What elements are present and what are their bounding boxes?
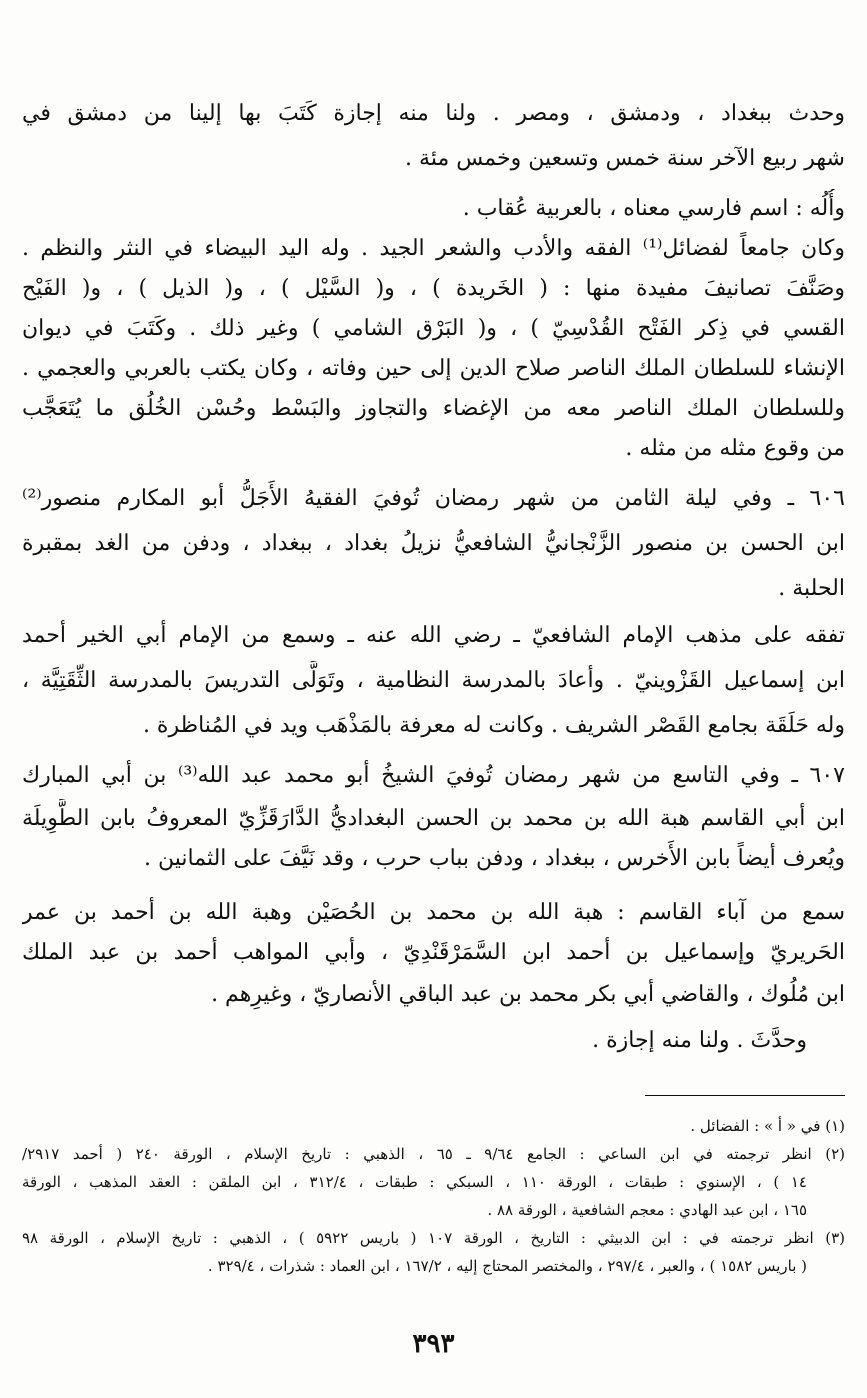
- body-line: ابن إسماعيل القَزْوينيّ . وأعادَ بالمدرسة النظامية ، وتَوَلَّى التدريسَ بالمدرسة الثِّقَتِيَّة ،: [22, 668, 845, 693]
- footnote-divider: [645, 1095, 845, 1096]
- body-line: ابن مُلُوك ، والقاضي أبي بكر محمد بن عبد الباقي الأنصاريّ ، وغيرِهم .: [211, 982, 845, 1007]
- body-line: وكان جامعاً لفضائل⁽¹⁾ الفقه والأدب والشعر الجيد . وله اليد البيضاء في النثر والنظم .: [22, 236, 845, 261]
- body-line: وللسلطان الملك الناصر معه من الإغضاء والتجاوز والبَسْط وحُسْن الخُلُق ما يُتَعَجَّب: [22, 396, 845, 421]
- footnote-line: ١٦٥ ، ابن عبد الهادي : معجم الشافعية ، الورقة ٨٨ .: [487, 1201, 807, 1219]
- body-line: من وقوع مثله من مثله .: [625, 436, 845, 461]
- body-line: القسي في ذِكر الفَتْح القُدْسِيّ ) ، و( البَرْق الشامي ) وغير ذلك . وكَتَبَ في ديوان: [22, 316, 845, 341]
- body-line: ابن الحسن بن منصور الزَّنْجانيُّ الشافعيُّ نزيلُ بغداد ، ببغداد ، ودفن من الغد بمقبرة: [22, 531, 845, 556]
- body-line: وصَنَّفَ تصانيفَ مفيدة منها : ( الخَريدة ) ، و( السَّيْل ) ، و( الذيل ) ، و( الفَيْح: [22, 276, 845, 301]
- body-line: شهر ربيع الآخر سنة خمس وتسعين وخمس مئة .: [405, 146, 845, 171]
- footnote-line: (٢) انظر ترجمته في ابن الساعي : الجامع ٩/٦٤ ـ ٦٥ ، الذهبي : تاريخ الإسلام ، الورقة ٢٤٠ ( أحمد ٢٩١٧/: [22, 1145, 845, 1163]
- body-line: وحدَّثَ . ولنا منه إجازة .: [592, 1028, 807, 1053]
- body-line: الحلبة .: [778, 576, 845, 601]
- body-line: ابن أبي القاسم هبة الله بن محمد بن الحسن البغداديُّ الدَّارَقَزِّيّ المعروفُ بابن الطَّوِيلَة: [22, 806, 845, 831]
- body-line: الحَريريّ وإسماعيل بن أحمد ابن السَّمَرْقَنْدِيّ ، وأبي المواهب أحمد بن عبد الملك: [22, 940, 845, 965]
- page-number: ٣٩٣: [412, 1329, 455, 1359]
- footnote-line: (٣) انظر ترجمته في : ابن الدبيثي : التاريخ ، الورقة ١٠٧ ( باريس ٥٩٢٢ ) ، الذهبي : تاريخ الإسلام ، الورقة ٩٨: [22, 1229, 845, 1247]
- entry-607-heading-line: ٦٠٧ ـ وفي التاسع من شهر رمضان تُوفيَ الشيخُ أبو محمد عبد الله⁽³⁾ بن أبي المبارك: [22, 763, 845, 788]
- footnote-line: (١) في « أ » : الفضائل .: [690, 1117, 845, 1135]
- body-line: وأُلُه : اسم فارسي معناه ، بالعربية عُقاب .: [462, 196, 845, 221]
- body-line: سمع من آباء القاسم : هبة الله بن محمد بن الحُصَيْن وهبة الله بن أحمد بن عمر: [22, 900, 845, 925]
- body-line: وله حَلَقَة بجامع القَصْر الشريف . وكانت له معرفة بالمَذْهَب ويد في المُناظرة .: [142, 713, 845, 738]
- footnote-line: ( باريس ١٥٨٢ ) ، والعبر ، ٢٩٧/٤ ، والمختصر المحتاج إليه ، ١٦٧/٢ ، ابن العماد : شذرات ، ٣٢٩/٤ .: [207, 1257, 807, 1275]
- body-line: ويُعرف أيضاً بابن الأَخرس ، ببغداد ، ودفن بباب حرب ، وقد نَيَّفَ على الثمانين .: [144, 846, 845, 871]
- body-line: وحدث ببغداد ، ودمشق ، ومصر . ولنا منه إجازة كَتَبَ بها إلينا من دمشق في: [22, 101, 845, 126]
- body-line: الإنشاء للسلطان الملك الناصر صلاح الدين إلى حين وفاته ، وكان يكتب بالعربي والعجمي .: [22, 356, 845, 381]
- body-line: تفقه على مذهب الإمام الشافعيّ ـ رضي الله عنه ـ وسمع من الإمام أبي الخير أحمد: [22, 623, 845, 648]
- entry-606-heading-line: ٦٠٦ ـ وفي ليلة الثامن من شهر رمضان تُوفيَ الفقيهُ الأَجَلُّ أبو المكارم منصور⁽²⁾: [22, 486, 845, 511]
- footnote-line: ١٤ ) ، الإسنوي : طبقات ، الورقة ١١٠ ، السبكي : طبقات ، ٣١٢/٤ ، ابن الملقن : العقد المذهب ، الورقة: [22, 1173, 807, 1191]
